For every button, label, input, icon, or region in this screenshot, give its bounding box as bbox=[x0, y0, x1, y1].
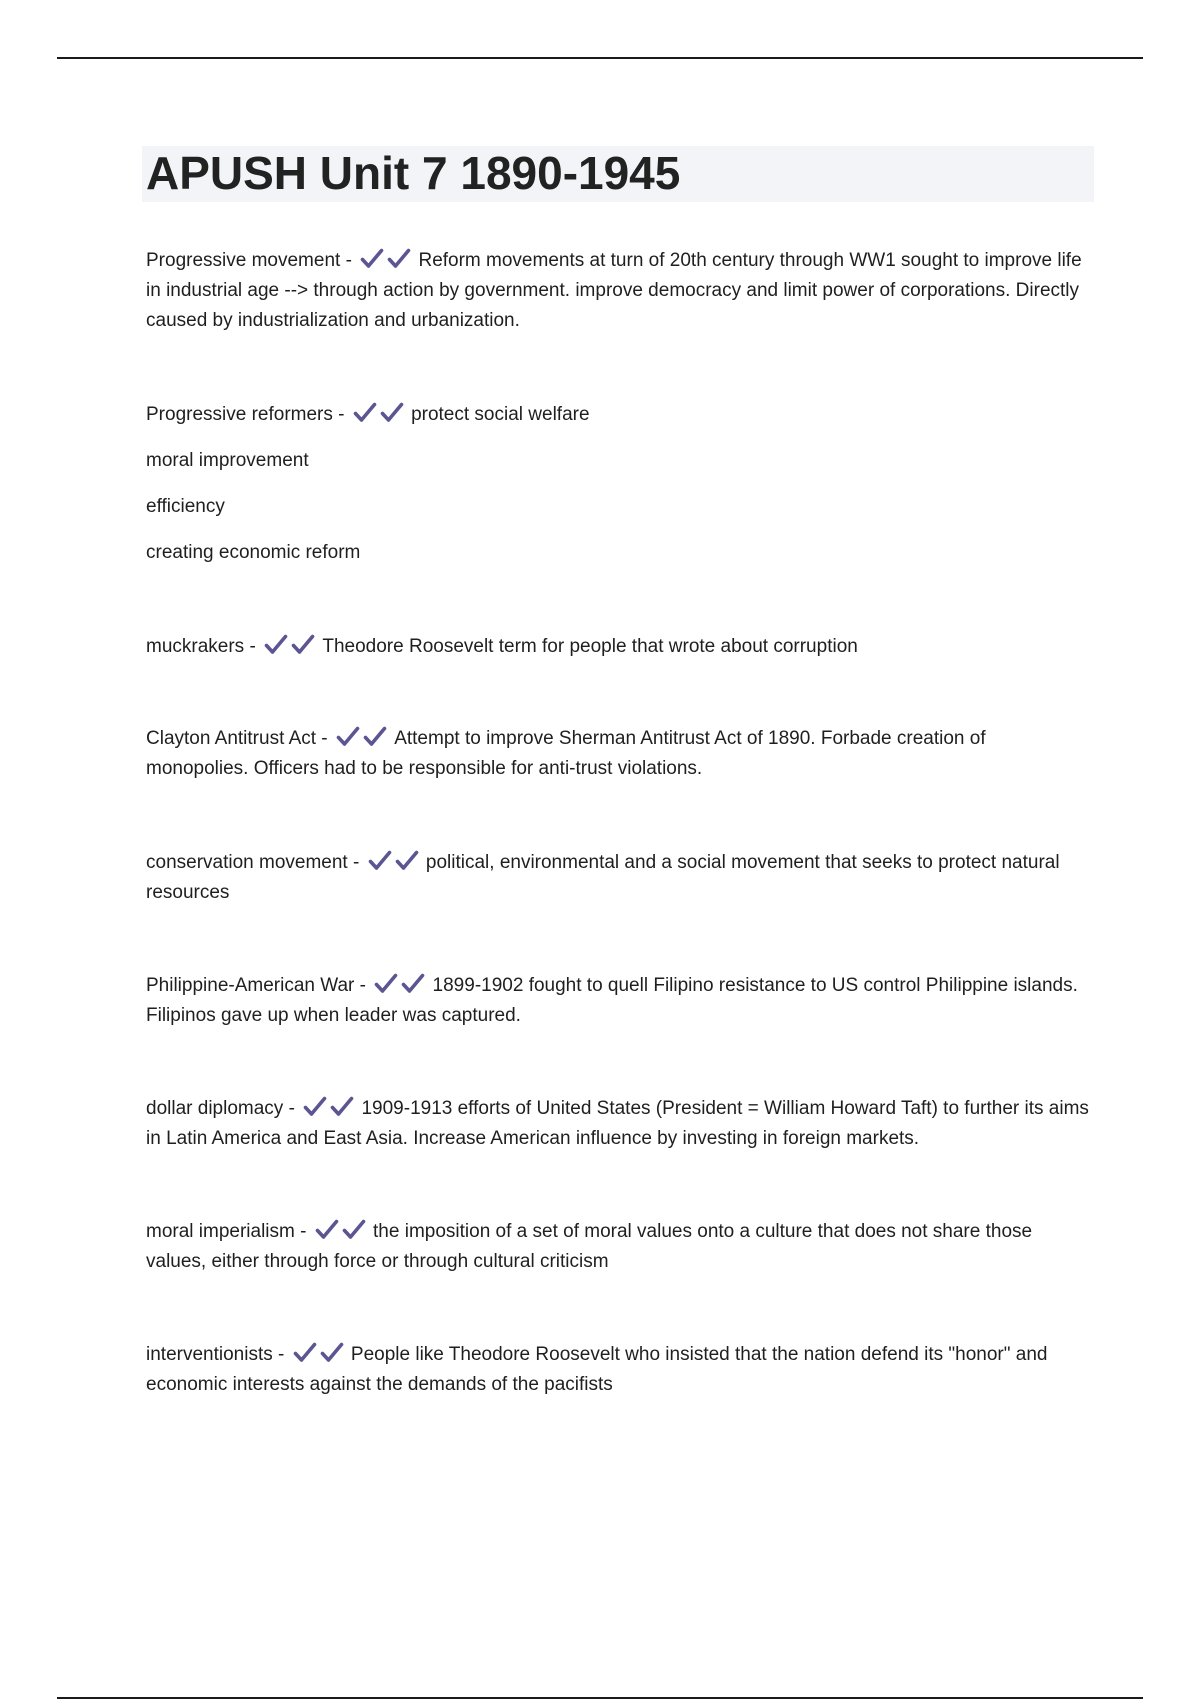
entry-definition: Theodore Roosevelt term for people that wrote about corruption bbox=[322, 636, 858, 657]
check-pair bbox=[365, 852, 424, 873]
entry-term: conservation movement - bbox=[146, 852, 360, 873]
checkmark-icon bbox=[401, 973, 425, 995]
checkmark-icon bbox=[360, 248, 384, 270]
check-pair bbox=[261, 636, 320, 657]
check-pair bbox=[290, 1344, 349, 1365]
entry-text bbox=[146, 400, 1091, 430]
flashcard-entry bbox=[146, 632, 1091, 662]
flashcard-list bbox=[146, 246, 1091, 1400]
checkmark-icon bbox=[342, 1219, 366, 1241]
entry-extra-line: efficiency bbox=[146, 496, 225, 517]
check-pair bbox=[371, 975, 430, 996]
entry-text bbox=[146, 246, 1091, 336]
flashcard-entry bbox=[146, 400, 1091, 568]
checkmark-icon bbox=[387, 248, 411, 270]
entry-text bbox=[146, 848, 1091, 908]
entry-definition: People like Theodore Roosevelt who insisted that the nation defend its "honor" and economic interests against the demands of the pacifists bbox=[146, 1344, 1048, 1395]
checkmark-icon bbox=[336, 726, 360, 748]
check-pair bbox=[350, 404, 409, 425]
flashcard-entry bbox=[146, 246, 1091, 336]
checkmark-icon bbox=[363, 726, 387, 748]
footer-rule bbox=[57, 1697, 1143, 1699]
entry-definition: the imposition of a set of moral values onto a culture that does not share those values, either through force or through cultural criticism bbox=[146, 1221, 1033, 1272]
entry-term: interventionists - bbox=[146, 1344, 285, 1365]
entry-term: dollar diplomacy - bbox=[146, 1098, 295, 1119]
checkmark-icon bbox=[320, 1342, 344, 1364]
checkmark-icon bbox=[264, 634, 288, 656]
entry-term: muckrakers - bbox=[146, 636, 256, 657]
entry-definition: 1909-1913 efforts of United States (President = William Howard Taft) to further its aims in Latin America and East Asia. Increase American influence by investing in foreign markets. bbox=[146, 1098, 1089, 1149]
checkmark-icon bbox=[303, 1096, 327, 1118]
flashcard-entry bbox=[146, 1094, 1091, 1154]
flashcard-entry bbox=[146, 971, 1091, 1031]
entry-text bbox=[146, 1340, 1091, 1400]
entry-text bbox=[146, 1217, 1091, 1277]
entry-definition: Attempt to improve Sherman Antitrust Act of 1890. Forbade creation of monopolies. Officers had to be responsible for anti-trust violations. bbox=[146, 728, 986, 779]
flashcard-entry bbox=[146, 848, 1091, 908]
check-pair bbox=[300, 1098, 359, 1119]
entry-extra-line: creating economic reform bbox=[146, 542, 361, 563]
checkmark-icon bbox=[374, 973, 398, 995]
flashcard-entry bbox=[146, 1340, 1091, 1400]
checkmark-icon bbox=[353, 402, 377, 424]
entry-term: Progressive reformers - bbox=[146, 404, 345, 425]
entry-definition: Reform movements at turn of 20th century through WW1 sought to improve life in industrial age --> through action by government. improve democracy and limit power of corporations. Directly caused by industrialization and urbanization. bbox=[146, 250, 1082, 331]
entry-definition: protect social welfare bbox=[411, 404, 590, 425]
entry-text bbox=[146, 1094, 1091, 1154]
flashcard-entry bbox=[146, 724, 1091, 784]
flashcard-entry bbox=[146, 1217, 1091, 1277]
checkmark-icon bbox=[315, 1219, 339, 1241]
header-rule bbox=[57, 57, 1143, 59]
checkmark-icon bbox=[330, 1096, 354, 1118]
checkmark-icon bbox=[395, 850, 419, 872]
checkmark-icon bbox=[380, 402, 404, 424]
entry-text bbox=[146, 724, 1091, 784]
checkmark-icon bbox=[368, 850, 392, 872]
check-pair bbox=[312, 1221, 371, 1242]
entry-term: moral imperialism - bbox=[146, 1221, 307, 1242]
entry-term: Clayton Antitrust Act - bbox=[146, 728, 328, 749]
entry-text bbox=[146, 971, 1091, 1031]
entry-term: Progressive movement - bbox=[146, 250, 352, 271]
checkmark-icon bbox=[291, 634, 315, 656]
entry-extra-line: moral improvement bbox=[146, 450, 309, 471]
entry-text bbox=[146, 632, 1091, 662]
check-pair bbox=[333, 728, 392, 749]
entry-term: Philippine-American War - bbox=[146, 975, 366, 996]
checkmark-icon bbox=[293, 1342, 317, 1364]
document-title: APUSH Unit 7 1890-1945 bbox=[146, 147, 681, 199]
entry-definition: 1899-1902 fought to quell Filipino resistance to US control Philippine islands. Filipinos gave up when leader was captured. bbox=[146, 975, 1078, 1026]
entry-definition: political, environmental and a social movement that seeks to protect natural resources bbox=[146, 852, 1060, 903]
check-pair bbox=[357, 250, 416, 271]
